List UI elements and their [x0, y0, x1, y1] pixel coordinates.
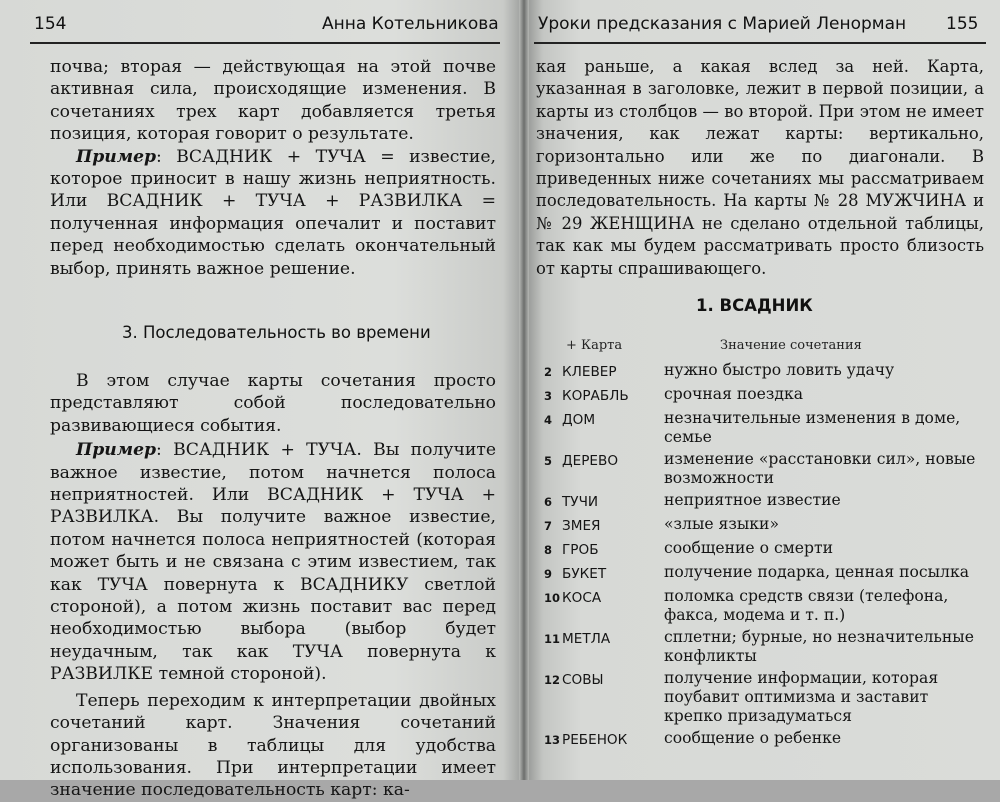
- left-text-top: [50, 56, 496, 280]
- row-number: 9: [544, 567, 553, 581]
- row-meaning: нужно быстро ловить удачу: [664, 361, 895, 379]
- table-row: [544, 628, 984, 666]
- row-card: [544, 587, 664, 625]
- row-card: [544, 515, 664, 536]
- left-text-bottom: [50, 370, 496, 802]
- row-card-name: КОРАБЛЬ: [562, 388, 629, 404]
- right-text-top: [536, 56, 984, 280]
- row-meaning: получение информации, которая поубавит оптимизма и заставит крепко призадуматься: [664, 669, 939, 725]
- row-card: [544, 385, 664, 406]
- row-meaning: неприятное известие: [664, 491, 841, 509]
- table-row: [544, 385, 984, 406]
- row-number: 11: [544, 632, 561, 646]
- combinations-table: [544, 338, 984, 753]
- header-card: + Карта: [566, 338, 623, 353]
- page-number-left: 154: [34, 14, 67, 34]
- row-card-name: КОСА: [562, 590, 602, 606]
- header-meaning: Значение сочетания: [720, 338, 862, 353]
- row-number: 10: [544, 591, 561, 605]
- row-meaning: сплетни; бурные, но незначительные конфликты: [664, 628, 974, 665]
- row-card-name: ГРОБ: [562, 542, 599, 558]
- right-page: [524, 0, 1000, 780]
- table-title: 1. ВСАДНИК: [696, 296, 813, 315]
- row-card-name: СОВЫ: [562, 672, 604, 688]
- row-number: 3: [544, 389, 553, 403]
- row-meaning: сообщение о смерти: [664, 539, 834, 557]
- row-card-name: ДОМ: [562, 412, 596, 428]
- row-number: 2: [544, 365, 553, 379]
- row-number: 12: [544, 673, 561, 687]
- row-card-name: ЗМЕЯ: [562, 518, 601, 534]
- right-paragraph-1: кая раньше, а какая вслед за ней. Карта, указанная в заголовке, лежит в первой позиции, а карты из столбцов — во второй. При этом не имеет значения, как лежат карты: вертикально, горизонтально или же по диагонали. В приведенных ниже сочетаниях мы рассматриваем последовательность. На карты № 28 МУЖЧИНА и № 29 ЖЕНЩИНА не сделано отдельной таблицы, так как мы будем рассматривать просто близость от карты спрашивающего.: [536, 57, 984, 278]
- left-paragraph-1: почва; вторая — действующая на этой почве активная сила, происходящие изменения. В сочетаниях трех карт добавляется третья позиция, которая говорит о результате.: [50, 57, 496, 145]
- row-meaning: поломка средств связи (телефона, факса, модема и т. п.): [664, 587, 949, 624]
- row-meaning: «злые языки»: [664, 515, 779, 533]
- row-card: [544, 450, 664, 488]
- table-row: [544, 450, 984, 488]
- row-card-name: КЛЕВЕР: [562, 364, 617, 380]
- header-rule-right: [534, 42, 986, 44]
- table-row: [544, 409, 984, 447]
- row-card: [544, 491, 664, 512]
- header-rule-left: [30, 42, 500, 44]
- row-card-name: БУКЕТ: [562, 566, 607, 582]
- table-row: [544, 515, 984, 536]
- row-card: [544, 539, 664, 560]
- table-row: [544, 587, 984, 625]
- table-body: [544, 361, 984, 750]
- left-paragraph-5: Теперь переходим к интерпретации двойных сочетаний карт. Значения сочетаний организованы в таблицы для удобства использования. При интерпретации имеет значение последовательность карт: ка-: [50, 690, 496, 801]
- table-row: [544, 729, 984, 750]
- left-paragraph-2: [50, 146, 496, 280]
- row-number: 5: [544, 454, 553, 468]
- example-text-2: : ВСАДНИК + ТУЧА. Вы получите важное известие, потом начнется полоса неприятностей. Или ВСАДНИК + ТУЧА + РАЗВИЛКА. Вы получите важное известие, потом начнется полоса неприятностей (которая может быть и не связана с этим известием, так как ТУЧА повернута к ВСАДНИКУ светлой стороной), а потом жизнь поставит вас перед необходимостью выбора (выбор будет неудачным, так как ТУЧА повернута к РАЗВИЛКЕ темной стороной).: [50, 440, 496, 685]
- example-text: : ВСАДНИК + ТУЧА = известие, которое приносит в нашу жизнь неприятность. Или ВСАДНИК + ТУЧА + РАЗВИЛКА = полученная информация опечалит и поставит перед необходимостью сделать окончательный выбор, принять важное решение.: [50, 146, 496, 279]
- row-card-name: ТУЧИ: [562, 494, 599, 510]
- row-meaning: срочная поездка: [664, 385, 804, 403]
- row-number: 4: [544, 413, 553, 427]
- row-card: [544, 628, 664, 666]
- row-card: [544, 729, 664, 750]
- row-number: 7: [544, 519, 553, 533]
- row-meaning: получение подарка, ценная посылка: [664, 563, 969, 581]
- table-header: [544, 338, 984, 353]
- example-label: Пример: [76, 146, 157, 167]
- table-row: [544, 563, 984, 584]
- row-meaning: изменение «расстановки сил», новые возможности: [664, 450, 976, 487]
- section-heading: 3. Последовательность во времени: [122, 323, 431, 342]
- row-number: 8: [544, 543, 553, 557]
- running-head-left: Анна Котельникова: [322, 14, 499, 34]
- table-row: [544, 491, 984, 512]
- row-number: 6: [544, 495, 553, 509]
- row-meaning: сообщение о ребенке: [664, 729, 842, 747]
- row-card: [544, 669, 664, 726]
- running-head-right: Уроки предсказания с Марией Ленорман: [538, 14, 907, 34]
- row-number: 13: [544, 733, 561, 747]
- row-card: [544, 361, 664, 382]
- page-number-right: 155: [946, 14, 979, 34]
- row-card: [544, 409, 664, 447]
- table-row: [544, 669, 984, 726]
- book-gutter: [519, 0, 529, 780]
- left-paragraph-4: [50, 439, 496, 685]
- row-card-name: МЕТЛА: [562, 631, 611, 647]
- left-paragraph-3: В этом случае карты сочетания просто представляют собой последовательно развивающиеся события.: [50, 371, 496, 436]
- table-row: [544, 539, 984, 560]
- table-row: [544, 361, 984, 382]
- row-meaning: незначительные изменения в доме, семье: [664, 409, 961, 446]
- example-label-2: Пример: [76, 440, 157, 461]
- row-card-name: ДЕРЕВО: [562, 453, 619, 469]
- row-card-name: РЕБЕНОК: [562, 732, 628, 748]
- row-card: [544, 563, 664, 584]
